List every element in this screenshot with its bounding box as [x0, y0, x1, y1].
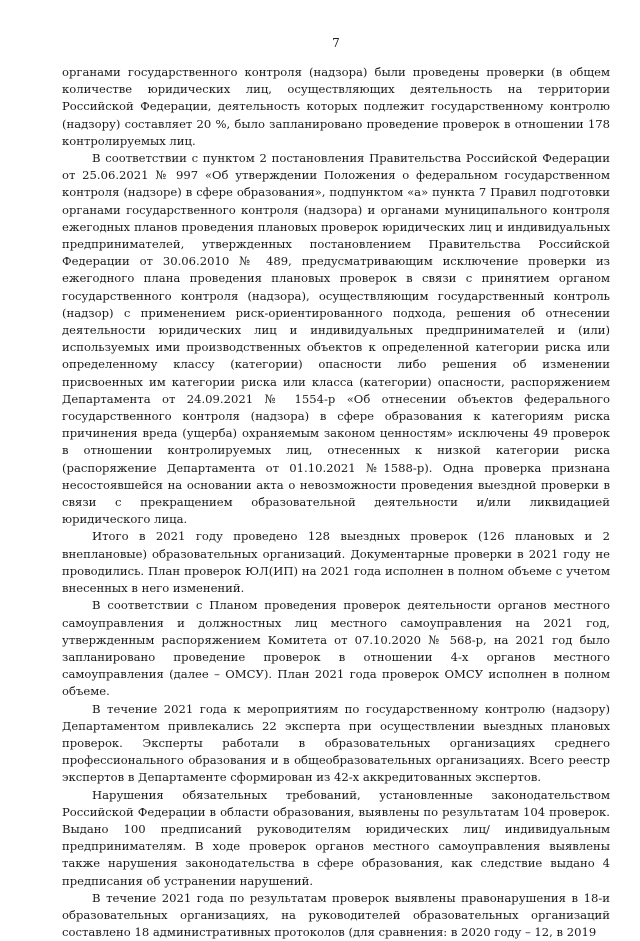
paragraph-inspection-share: органами государственного контроля (надзора) были проведены проверки (в общем количестве юридических лиц, осуществляющих деятельность на территории Российской Федерации, деятельность которых подлежит государственному контролю (надзору) составляет 20 %, было запланировано проведение проверок в отношении 178 контролируемых лиц. [62, 65, 610, 148]
paragraph-violations: Нарушения обязательных требований, установленные законодательством Российской Федерации в области образования, выявлены по результатам 104 проверок. Выдано 100 предписаний руководителям юридических лиц/ индивидуальным предпринимателям. В ходе проверок органов местного самоуправления выявлены также нарушения законодательства в сфере образования, как следствие выдано 4 предписания об устранении нарушений. [62, 787, 610, 888]
paragraph-experts: В течение 2021 года к мероприятиям по государственному контролю (надзору) Департаментом привлекались 22 эксперта при осуществлении выездных плановых проверок. Эксперты работали в образовательных организациях среднего профессионального образования и в общеобразовательных организациях. Всего реестр экспертов в Департаменте сформирован из 42-х аккредитованных экспертов. [62, 701, 610, 785]
paragraph-local-government-checks: В соответствии с Планом проведения проверок деятельности органов местного самоуправления и должностных лиц местного самоуправления на 2021 год, утвержденным распоряжением Комитета от 07.10.2020 № 568-р, на 2021 год было запланировано проведение проверок в отношении 4-х органов местного самоуправления (далее – ОМСУ). План 2021 года проверок ОМСУ исполнен в полном объеме. [62, 598, 610, 699]
paragraph-administrative-protocols: В течение 2021 года по результатам проверок выявлены правонарушения в 18-и образовательных организациях, на руководителей образовательных организаций составлено 18 административных протоколов (для сравнения: в 2020 году – 12, в 2019 [62, 890, 610, 940]
paragraph-legal-basis: В соответствии с пунктом 2 постановления Правительства Российской Федерации от 25.06.2021 № 997 «Об утверждении Положения о федеральном государственном контроля (надзоре) в сфере образования», подпунктом «а» пункта 7 Правил подготовки органами государственного контроля (надзора) и органами муниципального контроля ежегодных планов проведения плановых проверок юридических лиц и индивидуальных предпринимателей, утвержденных постановлением Правительства Российской Федерации от 30.06.2010 № 489, предусматривающим исключение проверки из ежегодного плана проведения плановых проверок в связи с принятием органом государственного контроля (надзора), осуществляющим государственный контроль (надзор) с применением риск-ориентированного подхода, решения об отнесении деятельности юридических лиц и индивидуальных предпринимателей и (или) используемых ими производственных объектов к определенной категории риска или определенному классу (категории) опасности либо решения об изменении присвоенных им категории риска или класса (категории) опасности, распоряжением Департамента от 24.09.2021 № 1554-р «Об отнесении объектов федерального государственного контроля (надзора) в сфере образования к категориям риска причинения вреда (ущерба) охраняемым законом ценностям» исключены 49 проверок в отношении контролируемых лиц, отнесенных к низкой категории риска (распоряжение Департамента от 01.10.2021 №1588-р). Одна проверка признана несостоявшейся на основании акта о невозможности проведения выездной проверки в связи с прекращением образовательной деятельности и/или ликвидацией юридического лица. [62, 151, 610, 527]
paragraph-total-inspections: Итого в 2021 году проведено 128 выездных проверок (126 плановых и 2 внеплановые) образовательных организаций. Документарные проверки в 2021 году не проводились. План проверок ЮЛ(ИП) на 2021 года исполнен в полном объеме с учетом внесенных в него изменений. [62, 529, 610, 596]
page-number: 7 [332, 36, 340, 50]
